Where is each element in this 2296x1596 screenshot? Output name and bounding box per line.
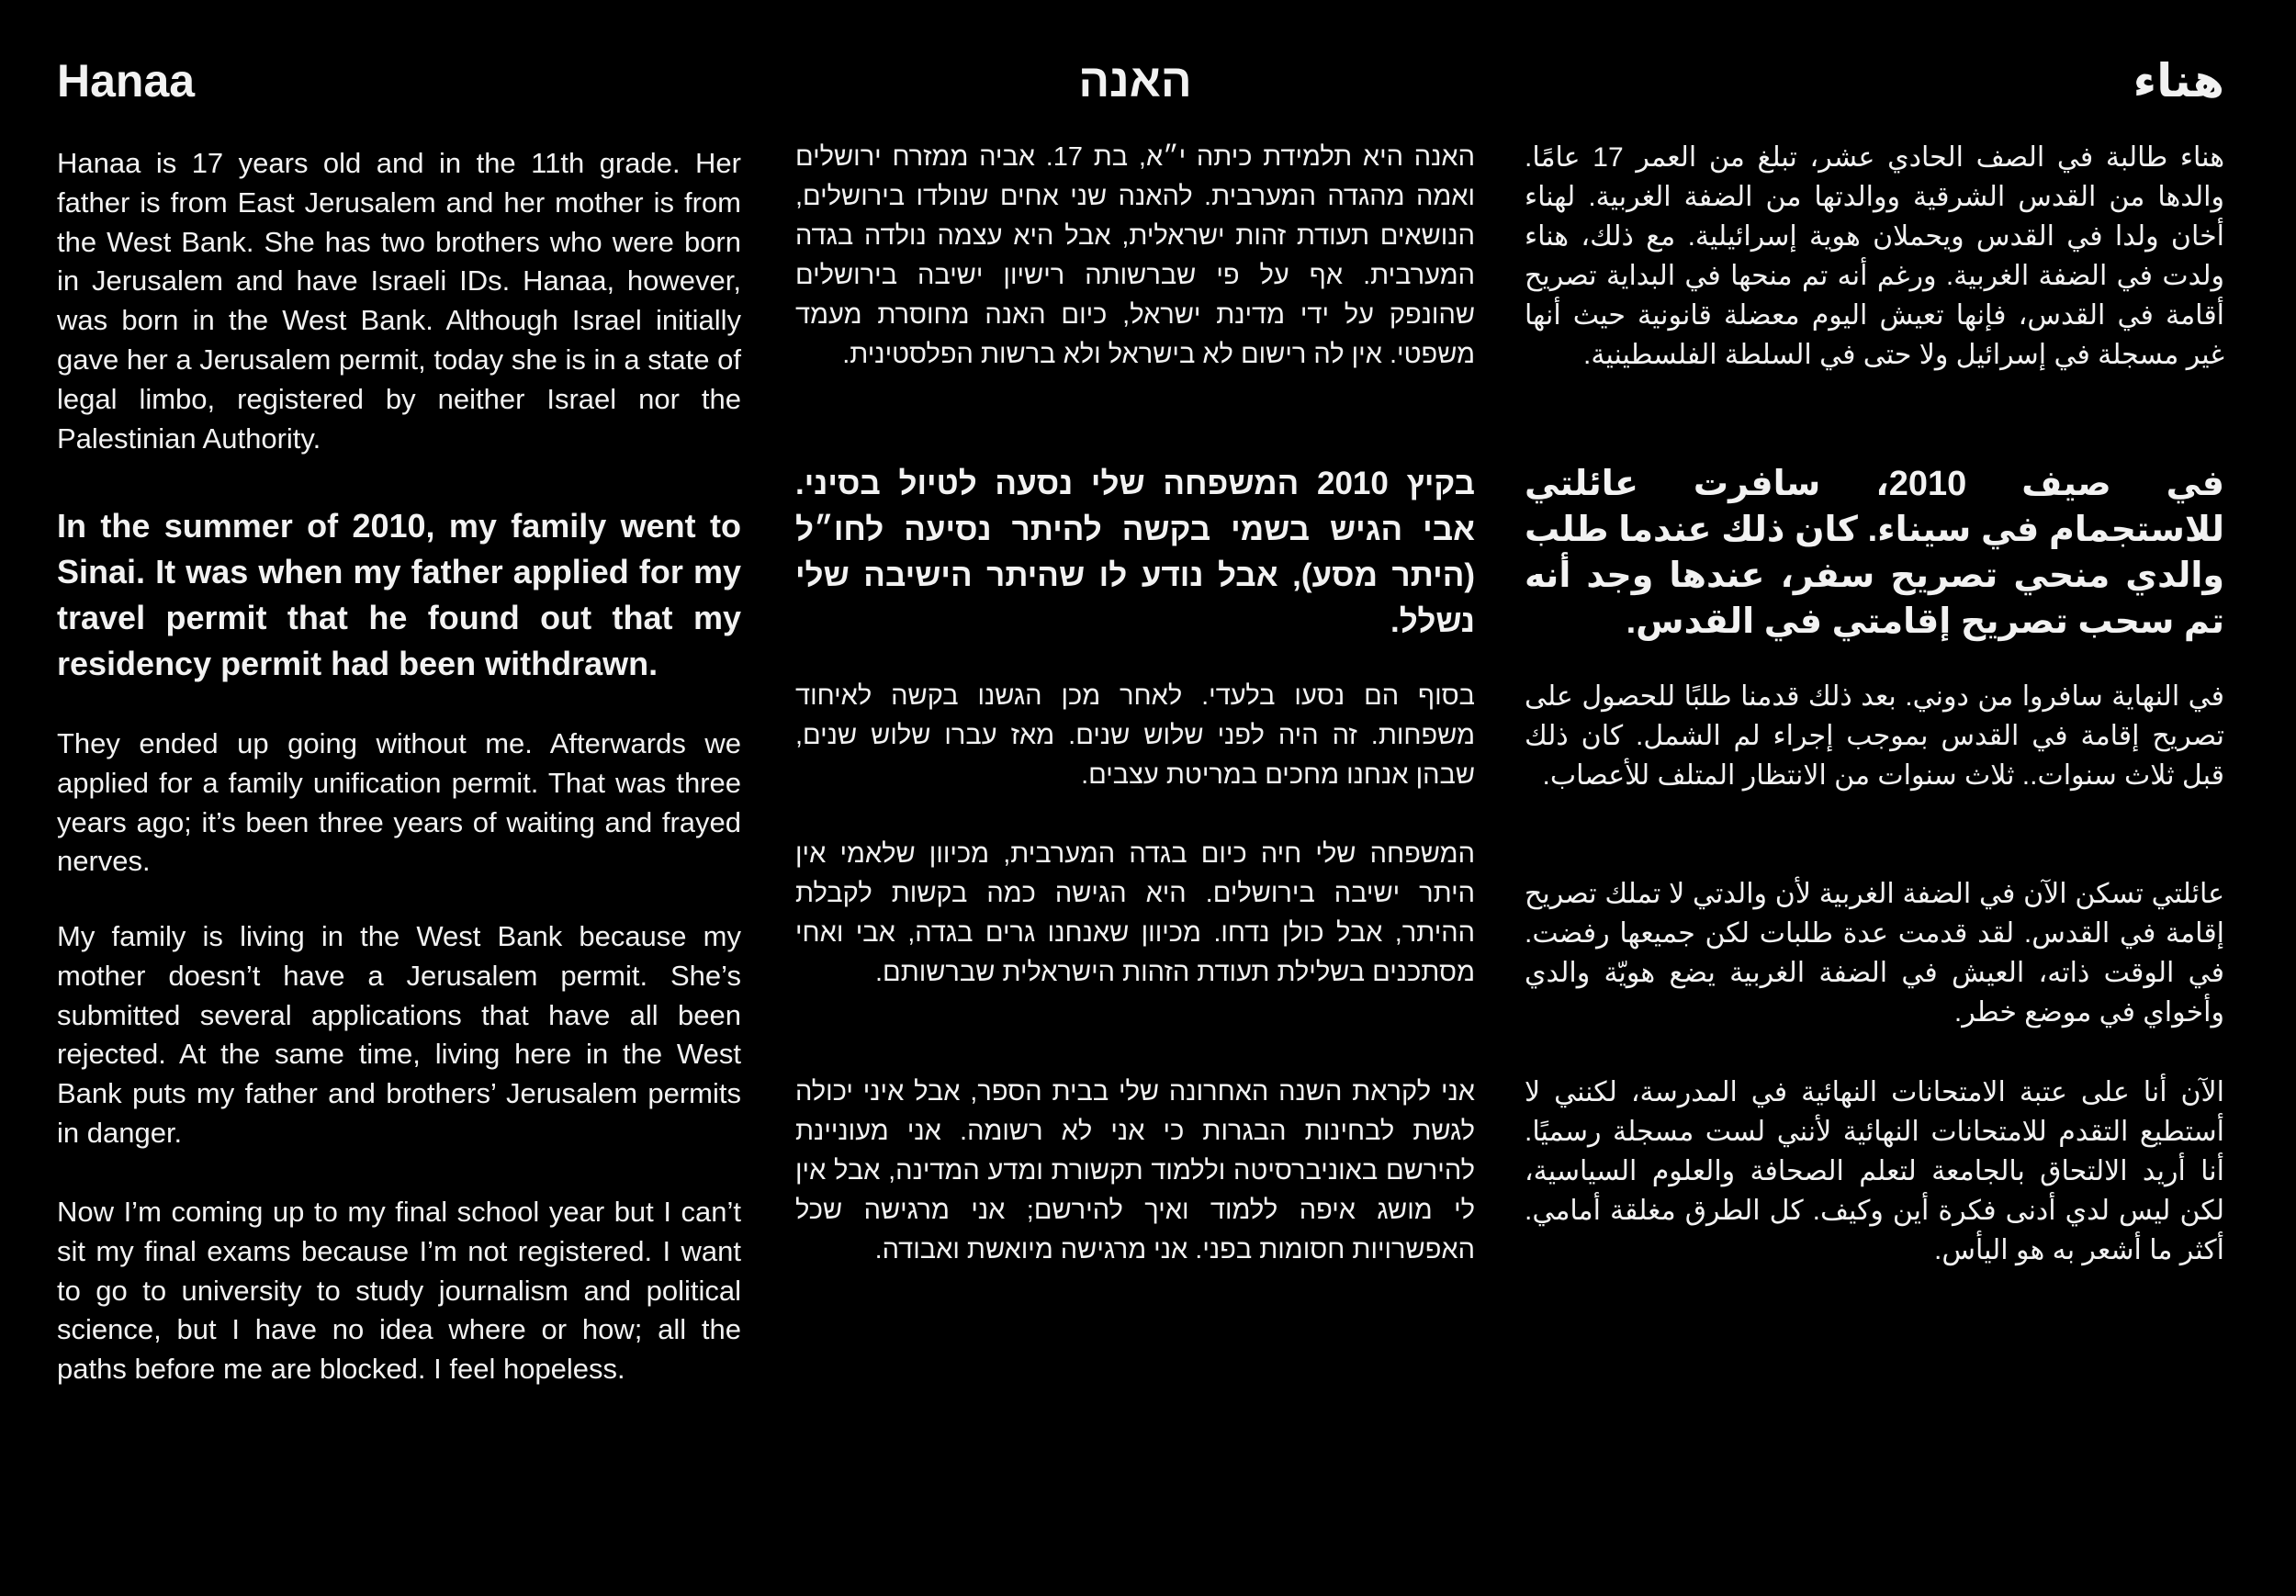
- english-title: Hanaa: [57, 55, 196, 107]
- english-paragraph-2: My family is living in the West Bank because my mother doesn’t have a Jerusalem permit. She’s submitted several applications that have all been rejected. At the same time, living here in the West Bank puts my father and brothers’ Jerusalem permits in danger.: [57, 920, 741, 1149]
- arabic-paragraph-2: عائلتي تسكن الآن في الضفة الغربية لأن والدتي لا تملك تصريح إقامة في القدس. لقد قدمت عدة طلبات لكن جميعها رفضت. في الوقت ذاته، العيش في الضفة الغربية يضع هويّة والدي وأخواي في موضع خطر.: [1525, 879, 2224, 1028]
- english-intro-paragraph: Hanaa is 17 years old and in the 11th grade. Her father is from East Jerusalem and her mother is from the West Bank. She has two brothers who were born in Jerusalem and have Israeli IDs. Hanaa, however, was born in the West Bank. Although Israel initially gave her a Jerusalem permit, today she is in a state of legal limbo, registered by neither Israel nor the Palestinian Authority.: [57, 147, 741, 455]
- english-paragraph-3: Now I’m coming up to my final school year but I can’t sit my final exams because I’m not registered. I want to go to university to study journalism and political science, but I have no idea where or how; all the paths before me are blocked. I feel hopeless.: [57, 1196, 741, 1386]
- arabic-quote: في صيف 2010، سافرت عائلتي للاستجمام في سيناء. كان ذلك عندما طلب والدي منحي تصريح سفر، عندها وجد أنه تم سحب تصريح إقامتي في القدس.: [1525, 465, 2224, 641]
- hebrew-intro-paragraph: האנה היא תלמידת כיתה י״א, בת 17. אביה ממזרח ירושלים ואמה מהגדה המערבית. להאנה שני אחים שנולדו בירושלים, הנושאים תעודת זהות ישראלית, אבל היא עצמה נולדה בגדה המערבית. אף על פי שברשותה רישיון ישיבה בירושלים שהונפק על ידי מדינת ישראל, כיום האנה מחוסרת מעמד משפטי. אין לה רישום לא בישראל ולא ברשות הפלסטינית.: [795, 142, 1475, 369]
- arabic-paragraph-1: في النهاية سافروا من دوني. بعد ذلك قدمنا طلبًا للحصول على تصريح إقامة في القدس بموجب إجراء لم الشمل. كان ذلك قبل ثلاث سنوات.. ثلاث سنوات من الانتظار المتلف للأعصاب.: [1525, 681, 2224, 791]
- hebrew-paragraph-3: אני לקראת השנה האחרונה שלי בבית הספר, אבל איני יכולה לגשת לבחינות הבגרות כי אני לא רשומה. אני מעוניינת להירשם באוניברסיטה וללמוד תקשורת ומדע המדינה, אבל אין לי מושג איפה ללמוד ואיך להירשם; אני מרגישה שכל האפשרויות חסומות בפני. אני מרגישה מיואשת ואבודה.: [795, 1077, 1475, 1264]
- hebrew-paragraph-1: בסוף הם נסעו בלעדי. לאחר מכן הגשנו בקשה לאיחוד משפחות. זה היה לפני שלוש שנים. מאז עברו שלוש שנים, שבהן אנחנו מחכים במריטת עצבים.: [795, 681, 1475, 790]
- hebrew-paragraph-2: המשפחה שלי חיה כיום בגדה המערבית, מכיוון שלאמי אין היתר ישיבה בירושלים. היא הגישה כמה בקשות לקבלת ההיתר, אבל כולן נדחו. מכיוון שאנחנו גרים בגדה, אבי ואחי מסתכנים בשלילת תעודת הזהות הישראלית שברשותם.: [795, 839, 1475, 987]
- english-paragraph-1: They ended up going without me. Afterwards we applied for a family unification permit. That was three years ago; it’s been three years of waiting and frayed nerves.: [57, 727, 741, 878]
- arabic-paragraph-3: الآن أنا على عتبة الامتحانات النهائية في المدرسة، لكنني لا أستطيع التقدم للامتحانات النهائية لأنني لست مسجلة رسميًا. أنا أريد الالتحاق بالجامعة لتعلم الصحافة والعلوم السياسية، لكن ليس لدي أدنى فكرة أين وكيف. كل الطرق مغلقة أمامي. أكثر ما أشعر به هو اليأس.: [1525, 1077, 2224, 1265]
- arabic-intro-paragraph: هناء طالبة في الصف الحادي عشر، تبلغ من العمر 17 عامًا. والدها من القدس الشرقية ووالدتها من الضفة الغربية. لهناء أخان ولدا في القدس ويحملان هوية إسرائيلية. مع ذلك، هناء ولدت في الضفة الغربية. ورغم أنه تم منحها في البداية تصريح أقامة في القدس، فإنها تعيش اليوم معضلة قانونية حيث أنها غير مسجلة في إسرائيل ولا حتى في السلطة الفلسطينية.: [1525, 142, 2225, 370]
- arabic-title: هناء: [2133, 55, 2224, 107]
- hebrew-title: האנה: [1078, 55, 1192, 107]
- english-quote: In the summer of 2010, my family went to Sinai. It was when my father applied for my travel permit that he found out that my residency permit had been withdrawn.: [57, 507, 741, 682]
- hebrew-quote: בקיץ 2010 המשפחה שלי נסעה לטיול בסיני. אבי הגיש בשמי בקשה להיתר נסיעה לחו״ל (היתר מסע), אבל נודע לו שהיתר הישיבה שלי נשלל.: [795, 466, 1475, 639]
